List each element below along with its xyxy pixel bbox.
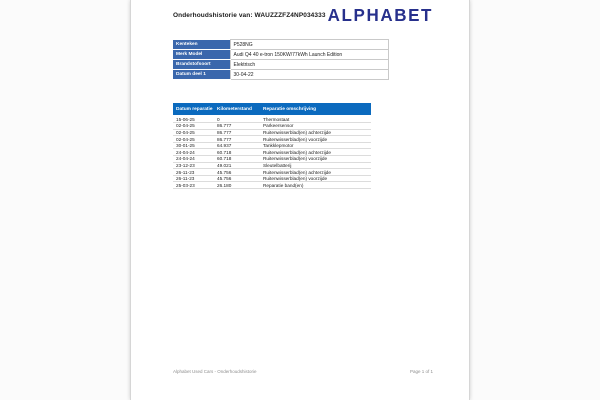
- vehicle-info-row: [173, 60, 389, 70]
- odometer-value: 86.777: [214, 136, 260, 143]
- repair-date: 23-12-23: [173, 162, 214, 169]
- repair-description: Ruitenwisserblad(en) achterzijde: [260, 149, 371, 156]
- maintenance-row: [173, 182, 371, 189]
- maintenance-row: [173, 116, 371, 123]
- repair-description: Ruitenwisserblad(en) voorzijde: [260, 156, 371, 163]
- vehicle-info-body: [173, 40, 389, 80]
- repair-date: 15-06-25: [173, 116, 214, 123]
- maintenance-table-head: [173, 103, 371, 116]
- repair-date: 26-11-23: [173, 169, 214, 176]
- odometer-value: 45.756: [214, 175, 260, 182]
- footer-left-text: Alphabet Used Cars - Onderhoudshistorie: [173, 369, 257, 374]
- maintenance-row: [173, 156, 371, 163]
- odometer-value: 45.756: [214, 169, 260, 176]
- maintenance-row: [173, 175, 371, 182]
- repair-date: 02-04-25: [173, 123, 214, 130]
- vehicle-info-label: Brandstofsoort: [173, 60, 230, 70]
- repair-description: Ruitenwisserblad(en) voorzijde: [260, 175, 371, 182]
- repair-description: Sleutelbatterij: [260, 162, 371, 169]
- page-title: Onderhoudshistorie van: WAUZZZFZ4NP034333: [173, 12, 326, 19]
- repair-description: Tankklepmotor: [260, 142, 371, 149]
- maintenance-row: [173, 169, 371, 176]
- repair-date: 24-04-24: [173, 149, 214, 156]
- repair-description: Thermostaat: [260, 116, 371, 123]
- odometer-value: 86.777: [214, 129, 260, 136]
- vehicle-info-row: [173, 50, 389, 60]
- repair-description: Parkeersensor: [260, 123, 371, 130]
- repair-description: Ruitenwisserblad(en) achterzijde: [260, 129, 371, 136]
- odometer-value: 0: [214, 116, 260, 123]
- maintenance-table: [173, 103, 371, 189]
- repair-date: 02-04-25: [173, 136, 214, 143]
- document-page: [130, 0, 470, 400]
- maintenance-row: [173, 149, 371, 156]
- vehicle-info-value: P528NG: [230, 40, 389, 50]
- maintenance-column-header: Kilometerstand: [214, 103, 260, 116]
- vehicle-info-value: Elektrisch: [230, 60, 389, 70]
- vehicle-info-label: Kenteken: [173, 40, 230, 50]
- vehicle-info-label: Merk Model: [173, 50, 230, 60]
- maintenance-column-header: Datum reparatie: [173, 103, 214, 116]
- maintenance-row: [173, 123, 371, 130]
- vehicle-info-label: Datum deel 1: [173, 70, 230, 80]
- maintenance-row: [173, 129, 371, 136]
- odometer-value: 64.937: [214, 142, 260, 149]
- repair-date: 26-11-23: [173, 175, 214, 182]
- vehicle-info-value: 30-04-22: [230, 70, 389, 80]
- odometer-value: 60.718: [214, 156, 260, 163]
- maintenance-row: [173, 162, 371, 169]
- repair-description: Reparatie band(en): [260, 182, 371, 189]
- maintenance-header-row: [173, 103, 371, 116]
- alphabet-logo: ALPHABET: [327, 5, 433, 26]
- vehicle-info-table: [173, 39, 389, 80]
- maintenance-row: [173, 142, 371, 149]
- odometer-value: 60.718: [214, 149, 260, 156]
- odometer-value: 26.180: [214, 182, 260, 189]
- vehicle-info-value: Audi Q4 40 e-tron 150KW/77kWh Launch Edition: [230, 50, 389, 60]
- repair-date: 24-04-24: [173, 156, 214, 163]
- footer-page-number: Page 1 of 1: [409, 369, 433, 374]
- vehicle-info-row: [173, 70, 389, 80]
- repair-description: Ruitenwisserblad(en) voorzijde: [260, 136, 371, 143]
- repair-date: 02-04-25: [173, 129, 214, 136]
- vehicle-info-row: [173, 40, 389, 50]
- maintenance-table-body: [173, 116, 371, 189]
- maintenance-row: [173, 136, 371, 143]
- odometer-value: 49.021: [214, 162, 260, 169]
- repair-date: 30-01-25: [173, 142, 214, 149]
- repair-description: Ruitenwisserblad(en) achterzijde: [260, 169, 371, 176]
- odometer-value: 86.777: [214, 123, 260, 130]
- page-footer: [173, 369, 433, 374]
- maintenance-column-header: Reparatie omschrijving: [260, 103, 371, 116]
- repair-date: 25-03-23: [173, 182, 214, 189]
